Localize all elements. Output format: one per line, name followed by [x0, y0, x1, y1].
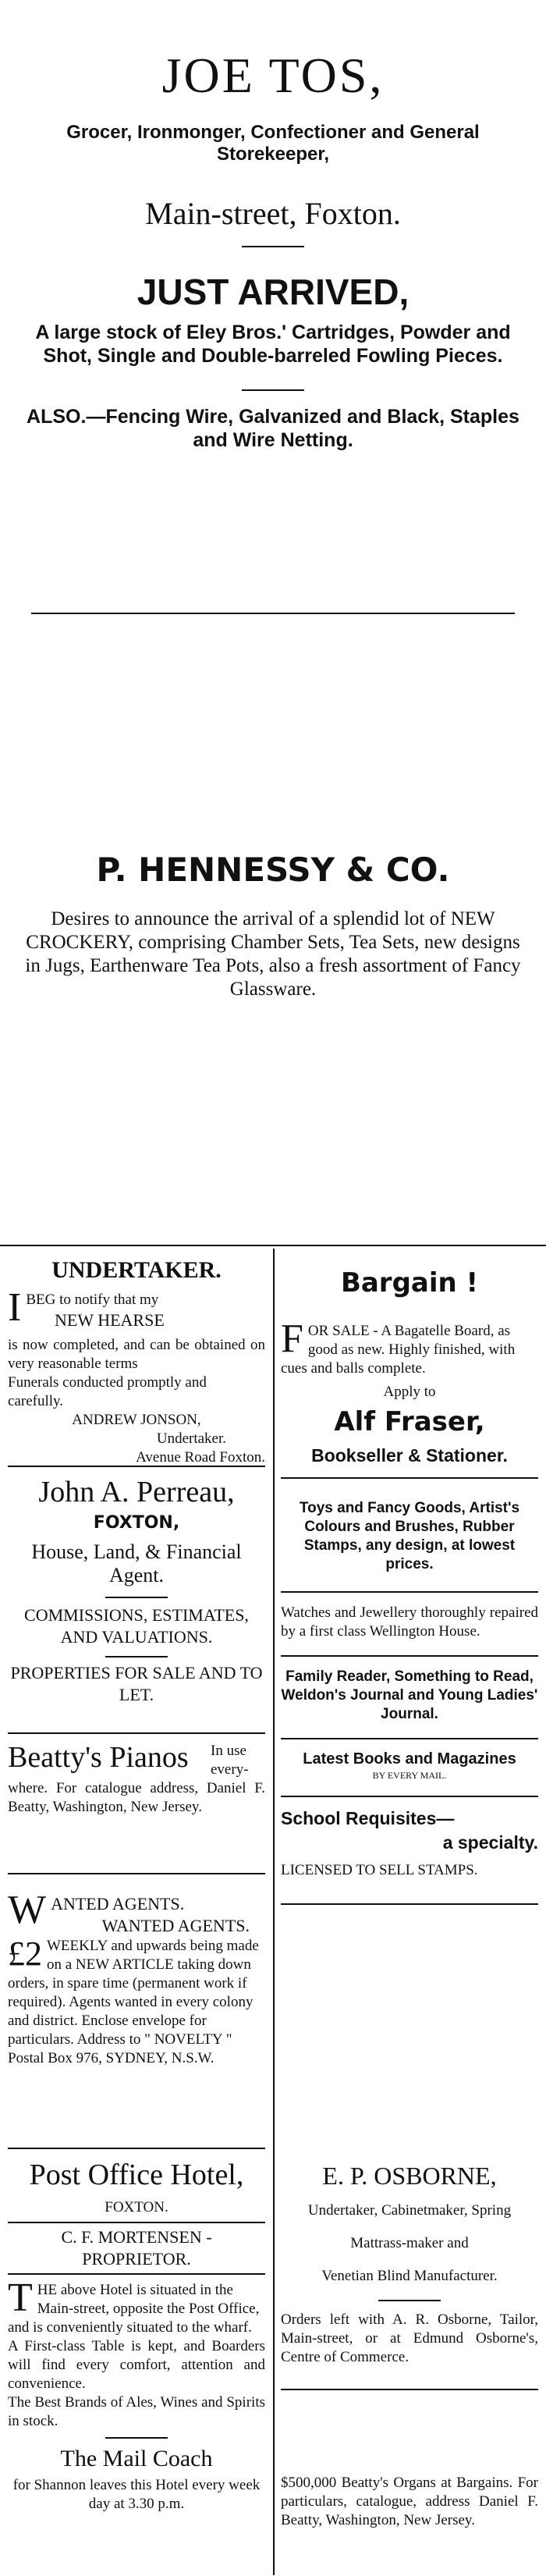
fraser-specialty: a specialty.: [442, 1832, 538, 1853]
wanted-line1: ANTED AGENTS.: [51, 1894, 185, 1913]
fraser-bargain: Bargain !: [340, 1267, 479, 1299]
ad1-name: JOE TOS,: [161, 48, 385, 103]
undertaker-line2: NEW HEARSE: [55, 1310, 165, 1330]
undertaker-address: Avenue Road Foxton.: [136, 1449, 265, 1466]
fraser-apply: Apply to: [383, 1384, 436, 1400]
ad1-headline: JUST ARRIVED,: [136, 272, 410, 312]
divider: [105, 1656, 168, 1658]
hennessy-ad: [23, 851, 523, 1021]
ad1-also: ALSO.—Fencing Wire, Galvanized and Black, Staples and Wire Netting.: [27, 406, 519, 451]
hotel-coach-body: for Shannon leaves this Hotel every week day at 3.30 p.m.: [12, 2477, 261, 2512]
beatty-aside: In use every-: [211, 1743, 249, 1778]
undertaker-body: is now completed, and can be obtained on very reasonable terms: [8, 1337, 265, 1372]
perreau-commissions: COMMISSIONS, ESTIMATES, AND VALUATIONS.: [24, 1605, 249, 1647]
wanted-body: WEEKLY and upwards being made on a NEW ARTICLE taking down orders, in spare time (permanent work if required). Agents wanted in every colony and district. Enclose envelope for particulars. Address to " NOVELTY " Postal Box 976, SYDNEY, N.S.W.: [8, 1938, 259, 2066]
divider: [242, 389, 304, 391]
hotel-coach: The Mail Coach: [60, 2446, 213, 2471]
beatty-ad: [8, 1740, 265, 1874]
fraser-school: School Requisites—: [281, 1808, 455, 1828]
perreau-ad: [8, 1475, 265, 1734]
divider: [281, 1477, 538, 1479]
fraser-licensed: LICENSED TO SELL STAMPS.: [281, 1862, 478, 1878]
divider: [8, 2273, 265, 2275]
osborne-trades: Undertaker, Cabinetmaker, Spring: [307, 2202, 512, 2219]
organs-body: $500,000 Beatty's Organs at Bargains. For particulars, catalogue, address Daniel F. Beatty, Washington, New Jersey.: [281, 2475, 538, 2528]
column-divider: [273, 1249, 275, 2575]
hotel-ad: [8, 2158, 265, 2514]
fraser-latest: Latest Books and Magazines: [303, 1750, 516, 1768]
undertaker-name: ANDREW JONSON,: [72, 1412, 201, 1428]
divider: [8, 2222, 265, 2223]
drop-cap: W: [8, 1888, 47, 1932]
wanted-line2: WANTED AGENTS.: [101, 1916, 250, 1935]
ad1-location: Main-street, Foxton.: [145, 196, 401, 231]
ad2-body: Desires to announce the arrival of a splendid lot of NEW CROCKERY, comprising Chamber Sets, Tea Sets, new designs in Jugs, Earthenware Tea Pots, also a fresh assortment of Fancy Glassware.: [25, 908, 521, 1000]
section-divider: [31, 613, 515, 614]
joe-tos-ad: [16, 47, 530, 471]
divider: [281, 1738, 538, 1739]
divider: [242, 246, 304, 247]
beatty-body: where. For catalogue address, Daniel F. Beatty, Washington, New Jersey.: [8, 1780, 265, 1815]
divider: [281, 1903, 538, 1905]
wanted-ad: [8, 1882, 265, 2149]
fraser-toys: Toys and Fancy Goods, Artist's Colours and Brushes, Rubber Stamps, any design, at lowest prices.: [299, 1500, 520, 1572]
osborne-name: E. P. OSBORNE,: [322, 2162, 497, 2190]
hotel-name: Post Office Hotel,: [29, 2159, 244, 2191]
divider: [281, 2389, 538, 2390]
osborne-trades3: Venetian Blind Manufacturer.: [321, 2268, 498, 2284]
undertaker-role: Undertaker.: [156, 1430, 226, 1447]
perreau-properties: PROPERTIES FOR SALE AND TO LET.: [10, 1663, 263, 1704]
hotel-town: FOXTON.: [105, 2199, 168, 2215]
fraser-watches: Watches and Jewellery thoroughly repaired by a first class Wellington House.: [281, 1604, 538, 1640]
divider: [378, 2300, 441, 2301]
perreau-agent: House, Land, & Financial Agent.: [31, 1540, 242, 1586]
drop-cap: F: [281, 1316, 303, 1361]
divider: [281, 1796, 538, 1797]
osborne-orders: Orders left with A. R. Osborne, Tailor, Main-street, or at Edmund Osborne's, Centre of Commerce.: [281, 2311, 538, 2365]
hotel-body: HE above Hotel is situated in the Main-street, opposite the Post Office, and is conveniently situated to the wharf.: [8, 2282, 260, 2336]
perreau-town: FOXTON,: [93, 1513, 180, 1533]
hotel-brands: The Best Brands of Ales, Wines and Spirits in stock.: [8, 2394, 265, 2429]
osborne-trades2: Mattrass-maker and: [350, 2235, 469, 2251]
divider: [281, 1591, 538, 1593]
pound-amount: £2: [8, 1935, 42, 1973]
section-divider: [0, 1245, 546, 1246]
ad1-trades: Grocer, Ironmonger, Confectioner and General Storekeeper,: [66, 122, 480, 165]
osborne-ad: [281, 2162, 538, 2390]
undertaker-line1: BEG to notify that my: [26, 1292, 159, 1308]
hotel-table: A First-class Table is kept, and Boarders will find every comfort, attention and convenience.: [8, 2338, 265, 2392]
drop-cap: I: [8, 1285, 22, 1330]
hotel-proprietor: C. F. MORTENSEN - PROPRIETOR.: [61, 2227, 212, 2269]
fraser-sale: OR SALE - A Bagatelle Board, as good as new. Highly finished, with cues and balls complete.: [281, 1323, 516, 1377]
divider: [105, 1597, 168, 1598]
fraser-name: Alf Fraser,: [334, 1406, 485, 1437]
fraser-role: Bookseller & Stationer.: [311, 1445, 508, 1466]
fraser-ad: [281, 1256, 538, 1905]
divider: [281, 1655, 538, 1657]
divider: [105, 2437, 168, 2439]
fraser-family: Family Reader, Something to Read, Weldon's Journal and Young Ladies' Journal.: [281, 1668, 538, 1722]
fraser-mail: BY EVERY MAIL.: [372, 1770, 447, 1781]
undertaker-title: UNDERTAKER.: [51, 1257, 222, 1283]
undertaker-funerals: Funerals conducted promptly and carefully.: [8, 1374, 207, 1409]
beatty-title: Beatty's Pianos: [8, 1741, 189, 1774]
ad1-body: A large stock of Eley Bros.' Cartridges, Powder and Shot, Single and Double-barreled Fowling Pieces.: [35, 322, 511, 367]
perreau-name: John A. Perreau,: [38, 1476, 235, 1508]
drop-cap: T: [8, 2276, 33, 2320]
ad2-name: P. HENNESSY & CO.: [96, 851, 450, 889]
undertaker-ad: [8, 1256, 265, 1467]
organs-ad: [281, 2474, 538, 2530]
